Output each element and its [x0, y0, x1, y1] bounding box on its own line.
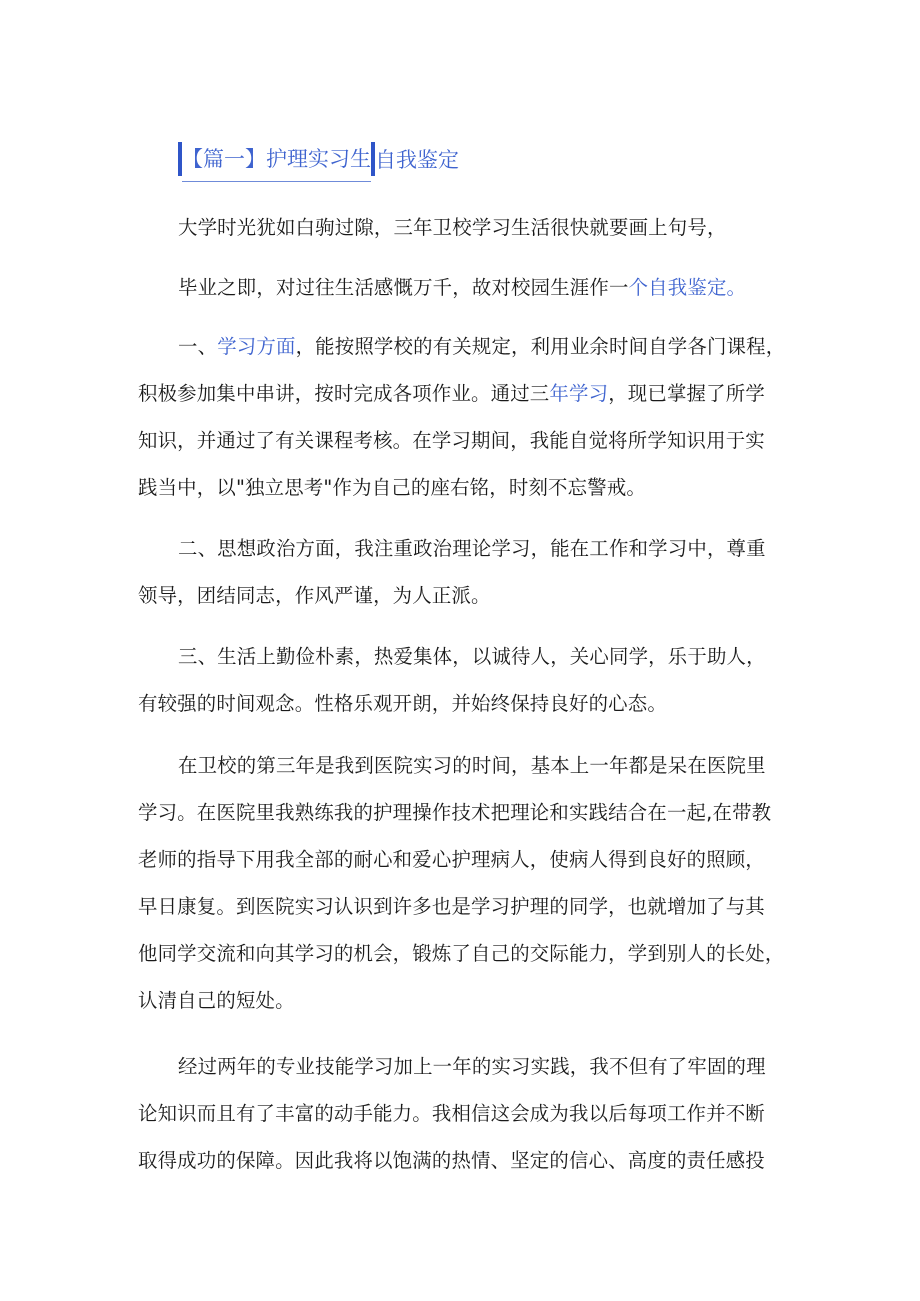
- paragraph-line: 在卫校的第三年是我到医院实习的时间，基本上一年都是呆在医院里: [178, 754, 766, 777]
- paragraph-line: 大学时光犹如白驹过隙，三年卫校学习生活很快就要画上句号，: [178, 216, 727, 239]
- paragraph-line: 有较强的时间观念。性格乐观开朗，并始终保持良好的心态。: [138, 692, 667, 715]
- paragraph-line: 经过两年的专业技能学习加上一年的实习实践，我不但有了牢固的理: [178, 1055, 766, 1078]
- paragraph-intro: [138, 204, 788, 251]
- paragraph-internship: [138, 742, 788, 1024]
- paragraph-line: [138, 264, 788, 311]
- document-title: [178, 138, 459, 182]
- text-segment: 毕业之即，对过往生活感慨万千，故对校园生涯作一: [178, 276, 629, 299]
- paragraph-line: 取得成功的保障。因此我将以饱满的热情、坚定的信心、高度的责任感投: [138, 1149, 765, 1172]
- year-study-link[interactable]: 年学习: [549, 382, 609, 405]
- self-assessment-link[interactable]: 个自我鉴定。: [628, 276, 747, 299]
- paragraph-graduation: [138, 264, 788, 311]
- paragraph-life: [138, 633, 788, 727]
- paragraph-line: 老师的指导下用我全部的耐心和爱心护理病人，使病人得到良好的照顾，: [138, 848, 765, 871]
- paragraph-line: 二、思想政治方面，我注重政治理论学习，能在工作和学习中，尊重: [178, 537, 766, 560]
- paragraph-line: 早日康复。到医院实习认识到许多也是学习护理的同学，也就增加了与其: [138, 895, 765, 918]
- text-segment: ，现已掌握了所学: [608, 382, 765, 405]
- study-aspect-link[interactable]: 学习方面: [217, 335, 296, 358]
- paragraph-line: 学习。在医院里我熟练我的护理操作技术把理论和实践结合在一起,在带教: [138, 801, 772, 824]
- title-link-part1[interactable]: 【篇一】护理实习生: [182, 138, 371, 182]
- paragraph-study: [138, 323, 788, 511]
- text-segment: ，能按照学校的有关规定，利用业余时间自学各门课程，: [295, 335, 786, 358]
- text-segment: 积极参加集中串讲，按时完成各项作业。通过三: [138, 382, 550, 405]
- paragraph-line: [138, 323, 788, 370]
- paragraph-line: 三、生活上勤俭朴素，热爱集体，以诚待人，关心同学，乐于助人，: [178, 645, 766, 668]
- paragraph-line: 践当中，以"独立思考"作为自己的座右铭，时刻不忘警戒。: [138, 476, 647, 499]
- paragraph-line: [138, 370, 788, 417]
- paragraph-line: 论知识而且有了丰富的动手能力。我相信这会成为我以后每项工作并不断: [138, 1102, 765, 1125]
- paragraph-politics: [138, 525, 788, 619]
- text-segment: 一、: [178, 335, 218, 358]
- paragraph-line: 知识，并通过了有关课程考核。在学习期间，我能自觉将所学知识用于实: [138, 429, 765, 452]
- paragraph-conclusion: [138, 1043, 788, 1184]
- paragraph-line: 领导，团结同志，作风严谨，为人正派。: [138, 584, 491, 607]
- paragraph-line: 他同学交流和向其学习的机会，锻炼了自己的交际能力，学到别人的长处，: [138, 942, 785, 965]
- paragraph-line: 认清自己的短处。: [138, 989, 295, 1012]
- title-link-part2[interactable]: 自我鉴定: [375, 148, 459, 172]
